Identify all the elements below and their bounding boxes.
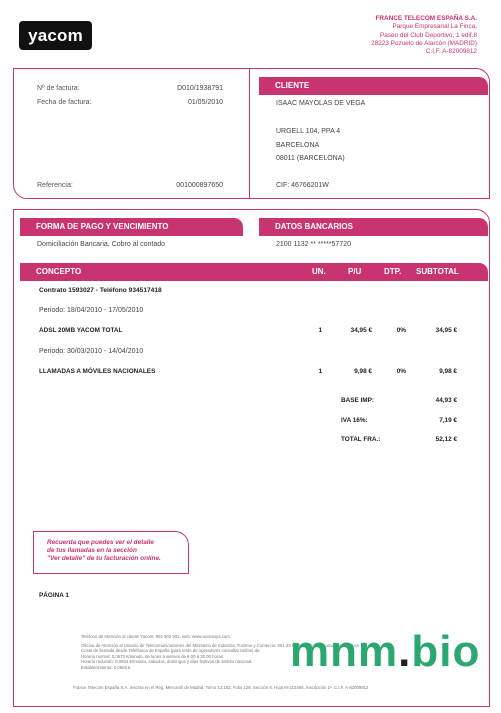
legal-line: France Telecom España S.A. Inscrita en el Reg. Mercantil de Madrid, Tomo 13.183, Folio 129, Sección 8, Hoja M-213468, Inscripción 1ª. C.I.F. A-82009812: [73, 685, 369, 690]
footer-line: Coste de llamada desde Telefónica de España (para resto de operadores consultar tarifas) de:: [81, 648, 261, 654]
bank-account: 2100 1132 ** *****57720: [276, 241, 351, 248]
footer-line: Establecimiento: 0,0603 €: [81, 664, 131, 670]
row-unit-price: 34,95 €: [350, 327, 372, 334]
invoice-date: 01/05/2010: [187, 99, 223, 106]
invoice-date-label: Fecha de factura:: [37, 99, 92, 106]
units-column-header: UN.: [312, 267, 326, 276]
client-city: BARCELONA: [276, 142, 320, 149]
row-discount: 0%: [396, 368, 406, 375]
base-label: BASE IMP:: [341, 397, 375, 404]
footer-line: Horario normal: 0,0673 €/minuto, de lunes a viernes de 8.00 a 20.00 horas.: [81, 653, 225, 659]
payment-method: Domiciliación Bancaria, Cobro al contado: [37, 241, 166, 248]
row-concept: ADSL 20MB YACOM TOTAL: [39, 327, 123, 334]
promo-line: de tus llamadas en la sección: [47, 547, 137, 554]
page-number: PÁGINA 1: [39, 592, 69, 599]
invoice-number: D010/1938791: [177, 85, 223, 92]
row-concept: LLAMADAS A MÓVILES NACIONALES: [39, 368, 156, 375]
row-unit-price: 9,98 €: [354, 368, 372, 375]
row-units: 1: [318, 327, 322, 334]
divider: [249, 68, 250, 198]
discount-column-header: DTP.: [384, 267, 402, 276]
bank-header: DATOS BANCARIOS: [259, 218, 488, 236]
client-name: ISAAC MAYOLAS DE VEGA: [276, 100, 366, 107]
subtotal-column-header: SUBTOTAL: [416, 267, 459, 276]
footer-line: Teléfono de Atención al cliente Yacom: 902 902 902, web: www.accesoya.com: [81, 634, 230, 639]
row-subtotal: 34,95 €: [435, 327, 457, 334]
payment-header: FORMA DE PAGO Y VENCIMIENTO: [20, 218, 243, 236]
row-discount: 0%: [396, 327, 406, 334]
reference-number: 001000897650: [176, 182, 223, 189]
total-label: TOTAL FRA.:: [341, 436, 381, 443]
footer-line: Oficina de Atención al Usuario de Telecomunicaciones del Ministerio de Industria, Turismo y Comercio: 901 33 66 99, web: www.usuariosteleco.es: [81, 642, 359, 648]
iva-value: 7,19 €: [439, 417, 457, 424]
company-address: [371, 15, 477, 56]
period-line: Periodo: 30/03/2010 - 14/04/2010: [39, 348, 144, 355]
address-line: C.I.F. A-82009812: [425, 48, 477, 56]
address-line: Paseo del Club Deportivo, 1 edif.8: [380, 31, 477, 39]
invoice-number-label: Nº de factura:: [37, 85, 80, 92]
contract-line: Contrato 1593027 - Teléfono 934517418: [39, 287, 162, 294]
address-line: 28223 Pozuelo de Alarcón (MADRID): [371, 39, 477, 47]
concept-column-header: CONCEPTO: [36, 267, 82, 276]
promo-line: "Ver detalle" de tu facturación online.: [47, 555, 161, 562]
period-line: Periodo: 18/04/2010 - 17/05/2010: [39, 307, 144, 314]
yacom-logo: yacom: [19, 21, 92, 50]
client-street: URGELL 104, PPA 4: [276, 128, 341, 135]
row-subtotal: 9,98 €: [439, 368, 457, 375]
row-units: 1: [318, 368, 322, 375]
watermark-dot: .: [398, 627, 412, 676]
client-cif: CIF: 46766201W: [276, 182, 329, 189]
client-postcode: 08011 (BARCELONA): [276, 155, 345, 162]
company-name: FRANCE TELECOM ESPAÑA S.A.: [375, 15, 477, 22]
iva-label: IVA 16%:: [341, 417, 368, 424]
footer-line: Horario reducido: 0,0653 €/minuto, sábados, domingos y días festivos de ámbito nacional.: [81, 659, 253, 665]
reference-label: Referencia:: [37, 182, 73, 189]
unit-price-column-header: P/U: [348, 267, 362, 276]
total-value: 52,12 €: [435, 436, 457, 443]
promo-line: Recuerda que puedes ver el detalle: [47, 539, 154, 546]
watermark: [290, 627, 481, 676]
address-line: Parque Empresarial La Finca,: [392, 23, 477, 31]
watermark-text: bio: [411, 627, 481, 676]
client-header: CLIENTE: [259, 77, 488, 95]
base-value: 44,93 €: [435, 397, 457, 404]
watermark-text: mnm: [290, 627, 399, 676]
online-detail-promo: [33, 531, 189, 574]
